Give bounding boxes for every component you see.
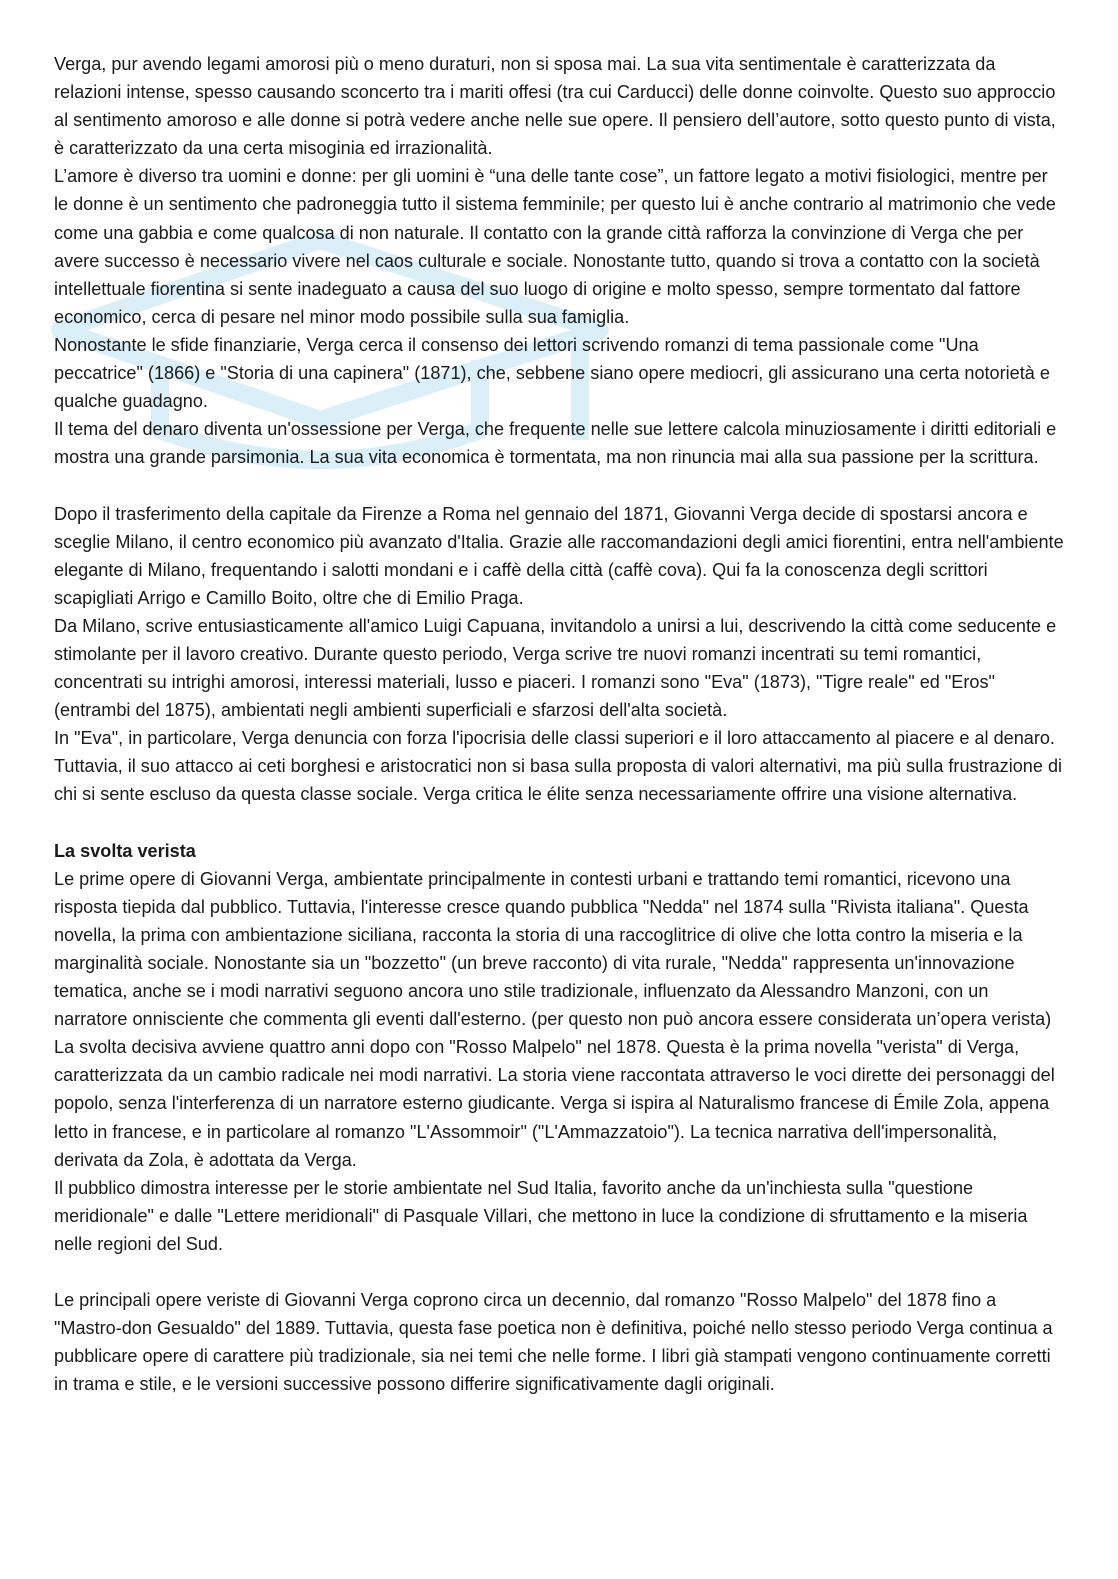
paragraph-gap <box>54 471 1066 499</box>
paragraph-money: Il tema del denaro diventa un'ossessione per Verga, che frequente nelle sue lettere calcola minuziosamente i diritti editoriali e mostra una grande parsimonia. La sua vita economica è tormentata, ma non rinuncia mai alla sua passione per la scrittura. <box>54 419 1057 468</box>
paragraph-love-life-2: L’amore è diverso tra uomini e donne: per gli uomini è “una delle tante cose”, un fattore legato a motivi fisiologici, mentre per le donne è un sentimento che padroneggia tutto il sistema femminile; per questo lui è anche contrario al matrimonio che vede come una gabbia e come qualcosa di non naturale. Il contatto con la grande città rafforza la convinzione di Verga che per avere successo è necessario vivere nel caos culturale e sociale. Nonostante tutto, quando si trova a contatto con la società intellettuale fiorentina si sente inadeguato a causa del suo luogo di origine e molto spesso, sempre tormentato dal fattore economico, cerca di pesare nel minor modo possibile sulla sua famiglia. <box>54 166 1056 327</box>
paragraph-milan: Dopo il trasferimento della capitale da Firenze a Roma nel gennaio del 1871, Giovanni Verga decide di spostarsi ancora e sceglie Milano, il centro economico più avanzato d'Italia. Grazie alle raccomandazioni degli amici fiorentini, entra nell'ambiente elegante di Milano, frequentando i salotti mondani e i caffè della città (caffè cova). Qui fa la conoscenza degli scrittori scapigliati Arrigo e Camillo Boito, oltre che di Emilio Praga. <box>54 503 1064 608</box>
paragraph-verist-works: Le principali opere veriste di Giovanni Verga coprono circa un decennio, dal romanzo "Rosso Malpelo" del 1878 fino a "Mastro-don Gesualdo" del 1889. Tuttavia, questa fase poetica non è definitiva, poiché nello stesso periodo Verga continua a pubblicare opere di carattere più tradizionale, sia nei temi che nelle forme. I libri già stampati vengono continuamente corretti in trama e stile, e le versioni successive possono differire significativamente dagli originali. <box>54 1290 1053 1395</box>
paragraph-capuana: Da Milano, scrive entusiasticamente all'amico Luigi Capuana, invitandolo a unirsi a lui, descrivendo la città come seducente e stimolante per il lavoro creativo. Durante questo periodo, Verga scrive tre nuovi romanzi incentrati su temi romantici, concentrati su intrighi amorosi, interessi materiali, lusso e piaceri. I romanzi sono "Eva" (1873), "Tigre reale" ed "Eros" (entrambi del 1875), ambientati negli ambienti superficiali e sfarzosi dell'alta società. <box>54 615 1057 721</box>
paragraph-gap <box>54 1258 1066 1286</box>
section-heading: La svolta verista <box>54 840 196 861</box>
paragraph-eva: In "Eva", in particolare, Verga denuncia con forza l'ipocrisia delle classi superiori e il loro attaccamento al piacere e al denaro. Tuttavia, il suo attacco ai ceti borghesi e aristocratici non si basa sulla proposta di valori alternativi, ma più sulla frustrazione di chi si sente escluso da questa classe sociale. Verga critica le élite senza necessariamente offrire una visione alternativa. <box>54 728 1063 805</box>
paragraph-nedda: Le prime opere di Giovanni Verga, ambientate principalmente in contesti urbani e trattando temi romantici, ricevono una risposta tiepida dal pubblico. Tuttavia, l'interesse cresce quando pubblica "Nedda" nel 1874 sulla "Rivista italiana". Questa novella, la prima con ambientazione siciliana, racconta la storia di una raccoglitrice di olive che lotta contro la miseria e la marginalità sociale. Nonostante sia un "bozzetto" (un breve racconto) di vita rurale, "Nedda" rappresenta un'innovazione tematica, anche se i modi narrativi seguono ancora uno stile tradizionale, influenzato da Alessandro Manzoni, con un narratore onnisciente che commenta gli eventi dall'esterno. (per questo non può ancora essere considerata un’opera verista) <box>54 868 1052 1030</box>
paragraph-gap <box>54 809 1066 837</box>
paragraph-rosso-malpelo: La svolta decisiva avviene quattro anni dopo con "Rosso Malpelo" nel 1878. Questa è la prima novella "verista" di Verga, caratterizzata da un cambio radicale nei modi narrativi. La storia viene raccontata attraverso le voci dirette dei personaggi del popolo, senza l'interferenza di un narratore esterno giudicante. Verga si ispira al Naturalismo francese di Émile Zola, appena letto in francese, e in particolare al romanzo "L'Assommoir" ("L'Ammazzatoio"). La tecnica narrativa dell'impersonalità, derivata da Zola, è adottata da Verga. <box>54 1037 1055 1170</box>
paragraph-early-novels: Nonostante le sfide finanziarie, Verga cerca il consenso dei lettori scrivendo romanzi di tema passionale come "Una peccatrice" (1866) e "Storia di una capinera" (1871), che, sebbene siano opere mediocri, gli assicurano una certa notorietà e qualche guadagno. <box>54 334 1050 412</box>
paragraph-public: Il pubblico dimostra interesse per le storie ambientate nel Sud Italia, favorito anche da un'inchiesta sulla "questione meridionale" e dalle "Lettere meridionali" di Pasquale Villari, che mettono in luce la condizione di sfruttamento e la miseria nelle regioni del Sud. <box>54 1177 1028 1254</box>
document-page <box>54 50 1066 1399</box>
paragraph-love-life-1: Verga, pur avendo legami amorosi più o meno duraturi, non si sposa mai. La sua vita sentimentale è caratterizzata da relazioni intense, spesso causando sconcerto tra i mariti offesi (tra cui Carducci) delle donne coinvolte. Questo suo approccio al sentimento amoroso e alle donne si potrà vedere anche nelle sue opere. Il pensiero dell’autore, sotto questo punto di vista, è caratterizzato da una certa misoginia ed irrazionalità. <box>54 54 1056 159</box>
